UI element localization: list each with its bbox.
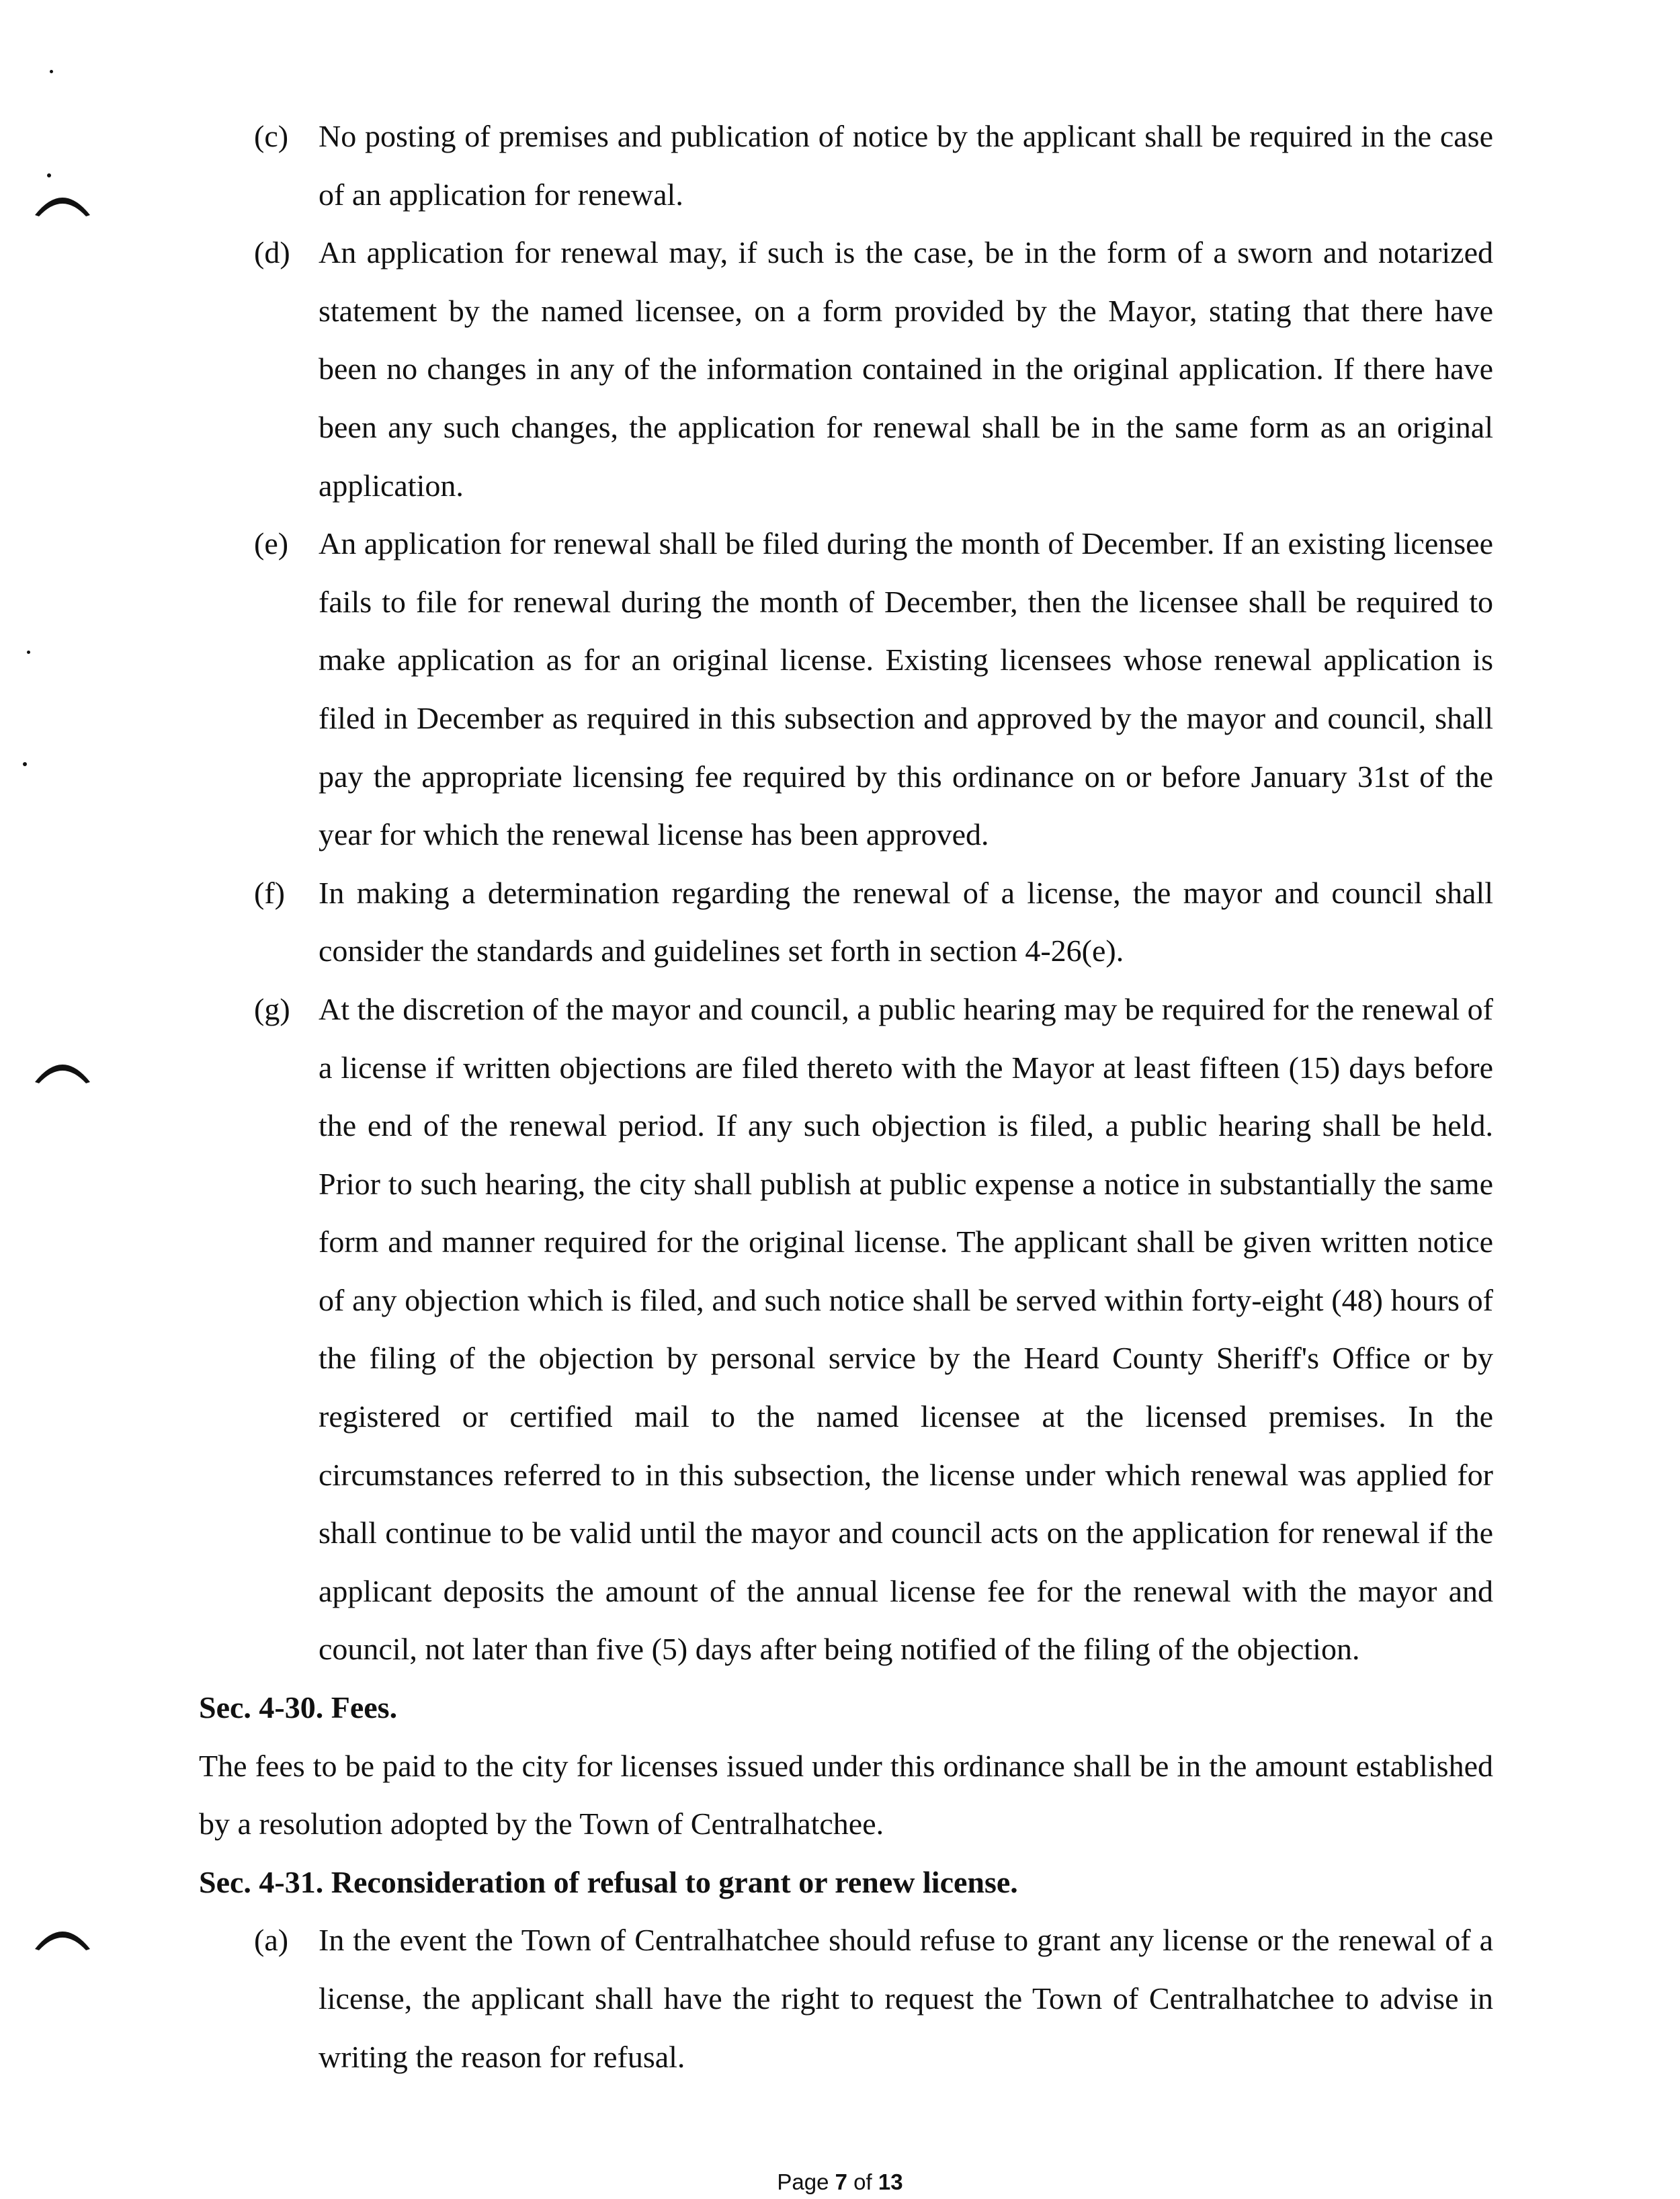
page-total: 13: [878, 2169, 903, 2194]
section-heading-fees: Sec. 4-30. Fees.: [199, 1690, 398, 1725]
punch-hole-mark: [32, 1055, 93, 1085]
item-text: At the discretion of the mayor and council, a public hearing may be required for the renewal of a license if written objections are filed thereto with the Mayor at least fifteen (15) days before the end of the renewal period. If any such objection is filed, a public hearing shall be held. Prior to such hearing, the city shall publish at public expense a notice in substantially the same form and manner required for the original license. The applicant shall be given written notice of any objection which is filed, and such notice shall be served within forty-eight (48) hours of the filing of the objection by personal service by the Heard County Sheriff's Office or by registered or certified mail to the named licensee at the licensed premises. In the circumstances referred to in this subsection, the license under which renewal was applied for shall continue to be valid until the mayor and council acts on the application for renewal if the applicant deposits the amount of the annual license fee for the renewal with the mayor and council, not later than five (5) days after being notified of the filing of the objection.: [319, 991, 1493, 1667]
scan-speck: [47, 173, 51, 177]
item-text: An application for renewal shall be filed during the month of December. If an existing licensee fails to file for renewal during the month of December, then the licensee shall be required to make application as for an original license. Existing licensees whose renewal application is filed in December as required in this subsection and approved by the mayor and council, shall pay the appropriate licensing fee required by this ordinance on or before January 31st of the year for which the renewal license has been approved.: [319, 526, 1493, 852]
punch-hole-mark: [32, 188, 93, 218]
item-text: In making a determination regarding the renewal of a license, the mayor and council shall consider the standards and guidelines set forth in section 4-26(e).: [319, 875, 1493, 968]
document-body: [199, 108, 1493, 2086]
scan-speck: [27, 651, 30, 654]
list-item: [199, 108, 1493, 224]
list-item: [199, 864, 1493, 981]
page-number: [0, 2169, 1680, 2195]
item-label: (e): [254, 526, 289, 561]
item-text: In the event the Town of Centralhatchee should refuse to grant any license or the renewal of a license, the applicant shall have the right to request the Town of Centralhatchee to advise in writing the reason for refusal.: [319, 1923, 1493, 2074]
page-current: 7: [835, 2169, 847, 2194]
list-item: [199, 515, 1493, 864]
page-of: of: [853, 2169, 872, 2194]
item-label: (g): [254, 991, 290, 1026]
scan-speck: [23, 762, 27, 766]
list-item: [199, 1911, 1493, 2086]
item-label: (a): [254, 1923, 289, 1958]
item-label: (f): [254, 875, 285, 910]
scan-speck: [50, 70, 53, 73]
item-text: An application for renewal may, if such is the case, be in the form of a sworn and notarized statement by the named licensee, on a form provided by the Mayor, stating that there have been no changes in any of the information contained in the original application. If there have been any such changes, the application for renewal shall be in the same form as an original application.: [319, 235, 1493, 503]
section-heading-reconsideration: Sec. 4-31. Reconsideration of refusal to grant or renew license.: [199, 1864, 1018, 1899]
item-label: (c): [254, 119, 289, 153]
list-item: [199, 981, 1493, 1679]
item-text: No posting of premises and publication of notice by the applicant shall be required in the case of an application for renewal.: [319, 119, 1493, 212]
page-prefix: Page: [777, 2169, 829, 2194]
item-label: (d): [254, 235, 290, 270]
section-paragraph-fees: The fees to be paid to the city for licenses issued under this ordinance shall be in the amount established by a resolution adopted by the Town of Centralhatchee.: [199, 1748, 1493, 1841]
punch-hole-mark: [32, 1922, 93, 1952]
list-item: [199, 224, 1493, 515]
